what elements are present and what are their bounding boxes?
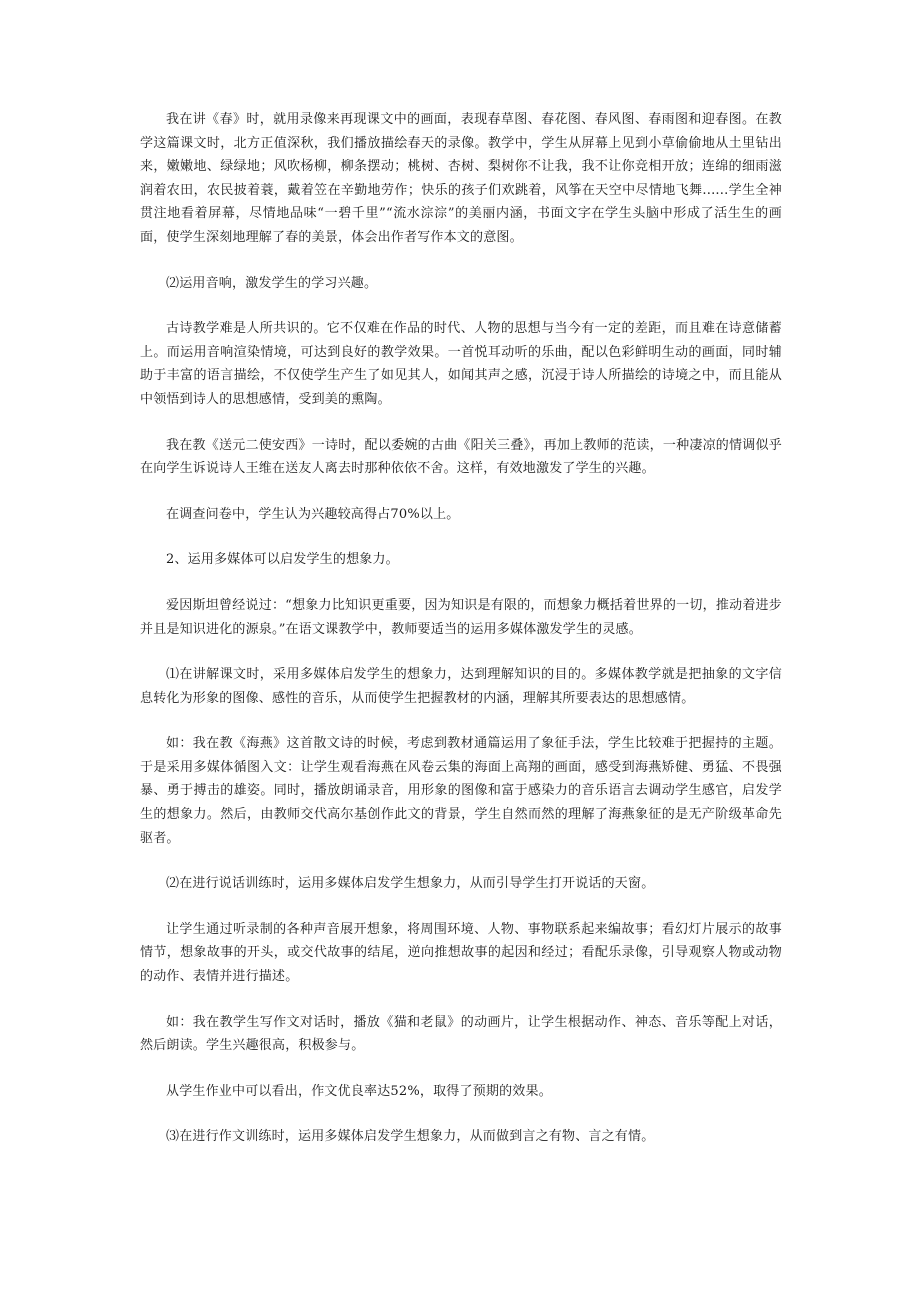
paragraph-story-building: 让学生通过听录制的各种声音展开想象，将周围环境、人物、事物联系起来编故事；看幻灯片展示的故事情节，想象故事的开头，或交代故事的结尾，逆向推想故事的起因和经过；看配乐录像，引导观察人物或动物的动作、表情并进行描述。 xyxy=(140,921,782,985)
heading-sound-interest: ⑵运用音响，激发学生的学习兴趣。 xyxy=(166,275,378,291)
paragraph-haiyan-example: 如：我在教《海燕》这首散文诗的时候，考虑到教材通篇运用了象征手法，学生比较难于把握持的主题。于是采用多媒体循图入文：让学生观看海燕在风卷云集的海面上高翔的画面，感受到海燕矫健、勇猛、不畏强暴、勇于搏击的雄姿。同时，播放朗诵录音，用形象的图像和富于感染力的音乐语言去调动学生感官，启发学生的想象力。然后，由教师交代高尔基创作此文的背景，学生自然而然的理解了海燕象征的是无产阶级革命先驱者。 xyxy=(140,736,782,846)
paragraph-spring-lesson: 我在讲《春》时，就用录像来再现课文中的画面，表现春草图、春花图、春风图、春雨图和迎春图。在教学这篇课文时，北方正值深秋，我们播放描绘春天的录像。教学中，学生从屏幕上见到小草偷偷地从土里钻出来，嫩嫩地、绿绿地；风吹杨柳，柳条摆动；桃树、杏树、梨树你不让我，我不让你竞相开放；连绵的细雨滋润着农田，农民披着蓑，戴着笠在辛勤地劳作；快乐的孩子们欢跳着，风筝在天空中尽情地飞舞......学生全神贯注地看着屏幕，尽情地品味“一碧千里”“流水淙淙”的美丽内涵，书面文字在学生头脑中形成了活生生的画面，使学生深刻地理解了春的美景，体会出作者写作本文的意图。 xyxy=(140,112,782,245)
heading-imagination: 2、运用多媒体可以启发学生的想象力。 xyxy=(166,552,399,568)
paragraph-ancient-poetry: 古诗教学难是人所共识的。它不仅难在作品的时代、人物的思想与当今有一定的差距，而且难在诗意储蓄上。而运用音响渲染情境，可达到良好的教学效果。一首悦耳动听的乐曲，配以色彩鲜明生动的画面，同时辅助于丰富的语言描绘，不仅使学生产生了如见其人，如闻其声之感，沉浸于诗人所描绘的诗境之中，而且能从中领悟到诗人的思想感情，受到美的熏陶。 xyxy=(140,321,782,407)
paragraph-homework-result: 从学生作业中可以看出，作文优良率达52%，取得了预期的效果。 xyxy=(166,1083,552,1099)
paragraph-survey-result: 在调查问卷中，学生认为兴趣较高得占70%以上。 xyxy=(166,506,460,522)
heading-speaking-training: ⑵在进行说话训练时，运用多媒体启发学生想象力，从而引导学生打开说话的天窗。 xyxy=(166,876,655,892)
paragraph-tom-jerry-example: 如：我在教学生写作文对话时，播放《猫和老鼠》的动画片，让学生根据动作、神态、音乐等配上对话，然后朗读。学生兴趣很高，积极参与。 xyxy=(140,1014,782,1054)
paragraph-yangguan-example: 我在教《送元二使安西》一诗时，配以委婉的古曲《阳关三叠》，再加上教师的范读，一种凄凉的情调似乎在向学生诉说诗人王维在送友人离去时那种依依不舍。这样，有效地激发了学生的兴趣。 xyxy=(140,437,782,477)
paragraph-explaining-text: ⑴在讲解课文时，采用多媒体启发学生的想象力，达到理解知识的目的。多媒体教学就是把抽象的文字信息转化为形象的图像、感性的音乐，从而使学生把握教材的内涵，理解其所要表达的思想感情。 xyxy=(140,667,782,706)
document-body xyxy=(140,108,782,1149)
paragraph-einstein-quote: 爱因斯坦曾经说过：“想象力比知识更重要，因为知识是有限的，而想象力概括着世界的一切，推动着进步并且是知识进化的源泉。”在语文课教学中，教师要适当的运用多媒体激发学生的灵感。 xyxy=(140,597,782,637)
heading-writing-training: ⑶在进行作文训练时，运用多媒体启发学生想象力，从而做到言之有物、言之有情。 xyxy=(166,1129,655,1145)
